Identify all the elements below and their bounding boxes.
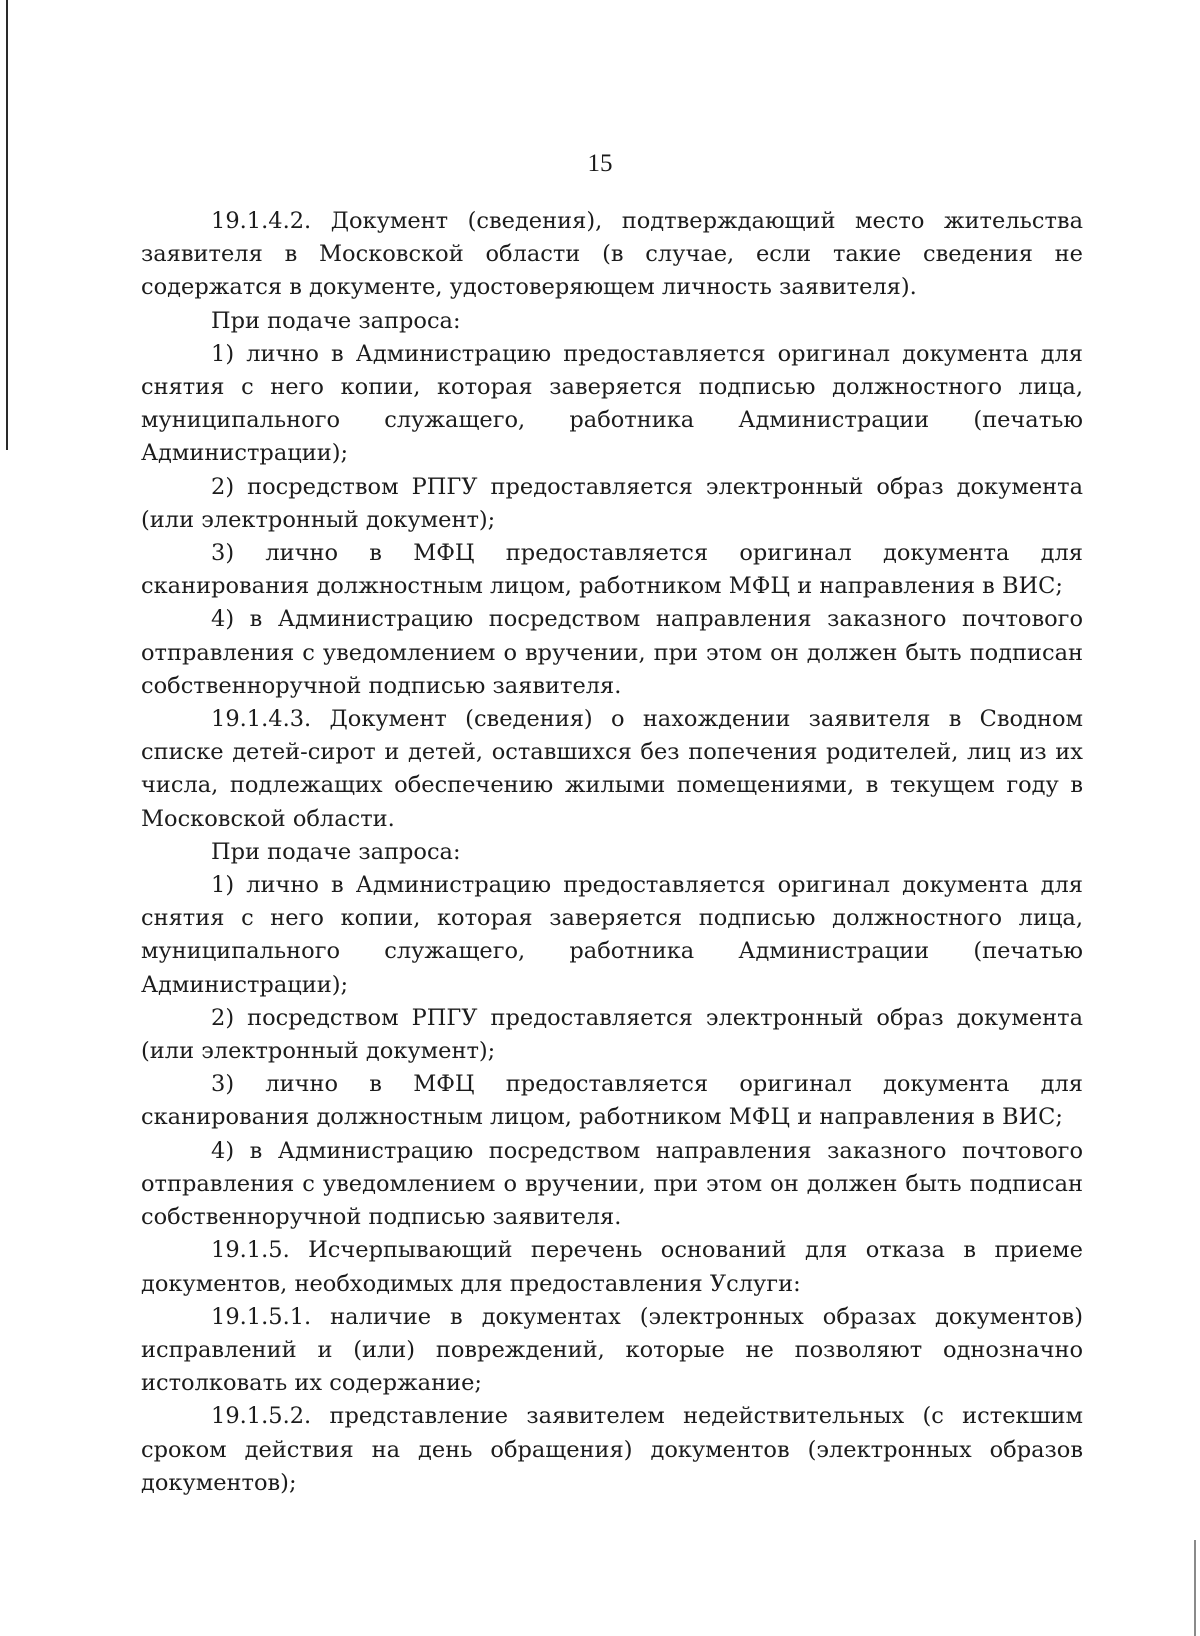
page-number: 15 (587, 150, 613, 177)
paragraph-19-1-5-2: 19.1.5.2. представление заявителем недействительных (с истекшим сроком действия на день обращения) документов (электронных образов документов); (141, 1403, 1083, 1496)
paragraph-item-2: 2) посредством РПГУ предоставляется электронный образ документа (или электронный документ); (141, 1004, 1083, 1065)
paragraph-item-2: 2) посредством РПГУ предоставляется электронный образ документа (или электронный документ); (141, 473, 1083, 533)
paragraph-submission-header: При подаче запроса: (211, 307, 461, 334)
paragraph-item-3: 3) лично в МФЦ предоставляется оригинал документа для сканирования должностным лицом, работником МФЦ и направления в ВИС; (141, 540, 1083, 600)
scan-edge-right (1194, 1540, 1196, 1636)
paragraph-19-1-5-1: 19.1.5.1. наличие в документах (электронных образах документов) исправлений и (или) повреждений, которые не позволяют однозначно истолковать их содержание; (141, 1303, 1083, 1397)
paragraph-19-1-5: 19.1.5. Исчерпывающий перечень оснований для отказа в приеме документов, необходимых для предоставления Услуги: (141, 1237, 1083, 1297)
paragraph-item-4: 4) в Администрацию посредством направления заказного почтового отправления с уведомлением о вручении, при этом он должен быть подписан собственноручной подписью заявителя. (141, 606, 1083, 699)
paragraph-item-1: 1) лично в Администрацию предоставляется оригинал документа для снятия с него копии, которая заверяется подписью должностного лица, муниципального служащего, работника Администрации (печатью Администрации); (141, 872, 1083, 998)
paragraph-19-1-4-2: 19.1.4.2. Документ (сведения), подтверждающий место жительства заявителя в Московской области (в случае, если такие сведения не содержатся в документе, удостоверяющем личность заявителя). (141, 208, 1083, 301)
document-body (141, 205, 1083, 1500)
paragraph-item-1: 1) лично в Администрацию предоставляется оригинал документа для снятия с него копии, которая заверяется подписью должностного лица, муниципального служащего, работника Администрации (печатью Администрации); (141, 340, 1083, 467)
paragraph-19-1-4-3: 19.1.4.3. Документ (сведения) о нахождении заявителя в Сводном списке детей-сирот и детей, оставшихся без попечения родителей, лиц из их числа, подлежащих обеспечению жилыми помещениями, в текущем году в Московской области. (141, 706, 1083, 832)
paragraph-item-3: 3) лично в МФЦ предоставляется оригинал документа для сканирования должностным лицом, работником МФЦ и направления в ВИС; (141, 1071, 1083, 1131)
paragraph-item-4: 4) в Администрацию посредством направления заказного почтового отправления с уведомлением о вручении, при этом он должен быть подписан собственноручной подписью заявителя. (141, 1137, 1083, 1231)
paragraph-submission-header: При подаче запроса: (211, 838, 461, 865)
scan-edge-left (6, 0, 8, 450)
